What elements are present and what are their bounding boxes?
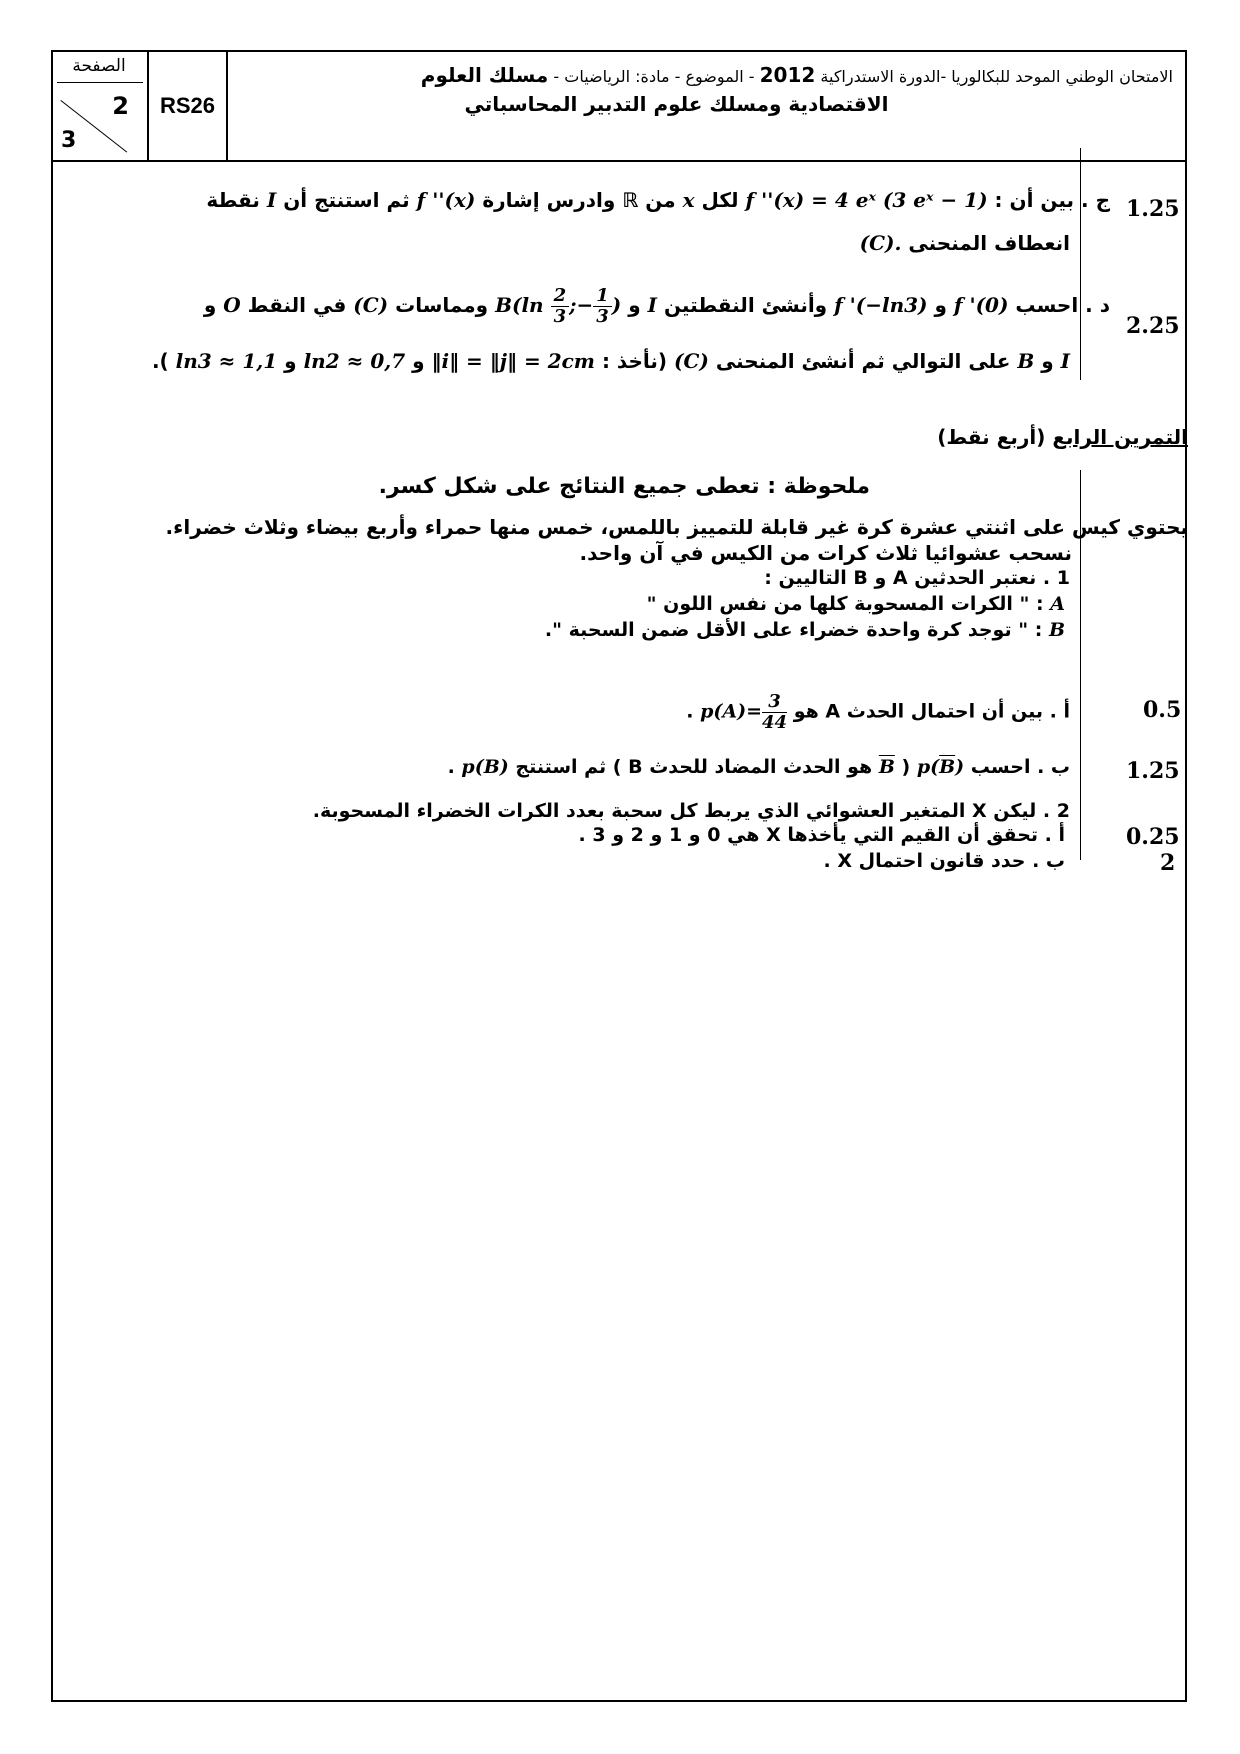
exercise4-note: ملحوظة : تعطى جميع النتائج على شكل كسر.: [378, 474, 870, 499]
header-line1-c: مسلك العلوم: [420, 63, 549, 87]
score-part-c: 1.25: [1126, 196, 1180, 222]
header-line2: الاقتصادية ومسلك علوم التدبير المحاسباتي: [464, 92, 889, 116]
page-label: الصفحة: [72, 56, 126, 76]
question-2: 2 . ليكن X المتغير العشوائي الذي يربط كل سحبة بعدد الكرات الخضراء المسحوبة.: [312, 800, 1070, 822]
score-part-d: 2.25: [1126, 313, 1180, 339]
question-1a: أ . بين أن احتمال الحدث A هو p(A)= $\frac{3}{44}$ .: [686, 691, 1070, 733]
page-number-box: [53, 52, 149, 160]
part-d-line2: I و B على التوالي ثم أنشئ المنحنى (C) (نأخذ : ‖i‖ = ‖j‖ = 2cm و ln2 ≈ 0,7 و ln3 ≈ 1,1 ).: [151, 349, 1070, 373]
score-q1a: 0.5: [1143, 697, 1182, 723]
question-2b: ب . حدد قانون احتمال X .: [823, 850, 1065, 872]
score-q1b: 1.25: [1126, 758, 1180, 784]
exam-header: [53, 52, 1185, 162]
question-1b: ب . احسب $p(\overline{B})$ ( B هو الحدث المضاد للحدث B ) ثم استنتج p(B) .: [447, 756, 1070, 778]
question-2a: أ . تحقق أن القيم التي يأخذها X هي 0 و 1 و 2 و 3 .: [578, 824, 1065, 846]
event-B: B : " توجد كرة واحدة خضراء على الأقل ضمن السحبة ".: [544, 619, 1065, 641]
event-A: A : " الكرات المسحوبة كلها من نفس اللون ": [646, 593, 1065, 615]
score-q2b: 2: [1160, 850, 1176, 876]
subject-code: RS26: [149, 52, 228, 160]
part-c-line1: ج . بين أن : f ''(x) = 4 eˣ (3 eˣ − 1) لكل x من ℝ وادرس إشارة f ''(x) ثم استنتج أن I نقطة: [206, 183, 1110, 217]
page-total: 3: [61, 128, 77, 153]
score-q2a: 0.25: [1126, 824, 1180, 850]
exercise4-title: التمرين الرابع (أربع نقط): [937, 425, 1188, 449]
header-line1-a: الامتحان الوطني الموحد للبكالوريا -الدورة الاستدراكية: [820, 67, 1173, 86]
header-text: [228, 52, 1185, 160]
formula-fpp: f ''(x) = 4 eˣ (3 eˣ − 1): [745, 188, 988, 212]
exercise4-paragraph-1: يحتوي كيس على اثنتي عشرة كرة غير قابلة للتمييز باللمس، خمس منها حمراء وأربع بيضاء وثلاث خضراء.: [165, 515, 1188, 539]
exercise4-paragraph-2: نسحب عشوائيا ثلاث كرات من الكيس في آن واحد.: [579, 541, 1072, 565]
header-line1-b: - الموضوع - مادة: الرياضيات -: [553, 67, 755, 86]
part-c-line2: انعطاف المنحنى (C).: [859, 231, 1070, 255]
page-number: 2: [112, 92, 129, 120]
part-d-line1: د . احسب f '(0) و f '(−ln3) وأنشئ النقطتين I و B(ln $\frac{2}{3}$ ;− $\frac{1}{3}$ ) ومماسات (C) في النقط O و: [203, 285, 1110, 327]
probability-A: p(A)= $\frac{3}{44}$: [700, 691, 788, 733]
point-B-coordinates: B(ln $\frac{2}{3}$ ;− $\frac{1}{3}$ ): [495, 285, 622, 327]
header-year: 2012: [759, 63, 816, 87]
question-1: 1 . نعتبر الحدثين A و B التاليين :: [764, 567, 1070, 589]
